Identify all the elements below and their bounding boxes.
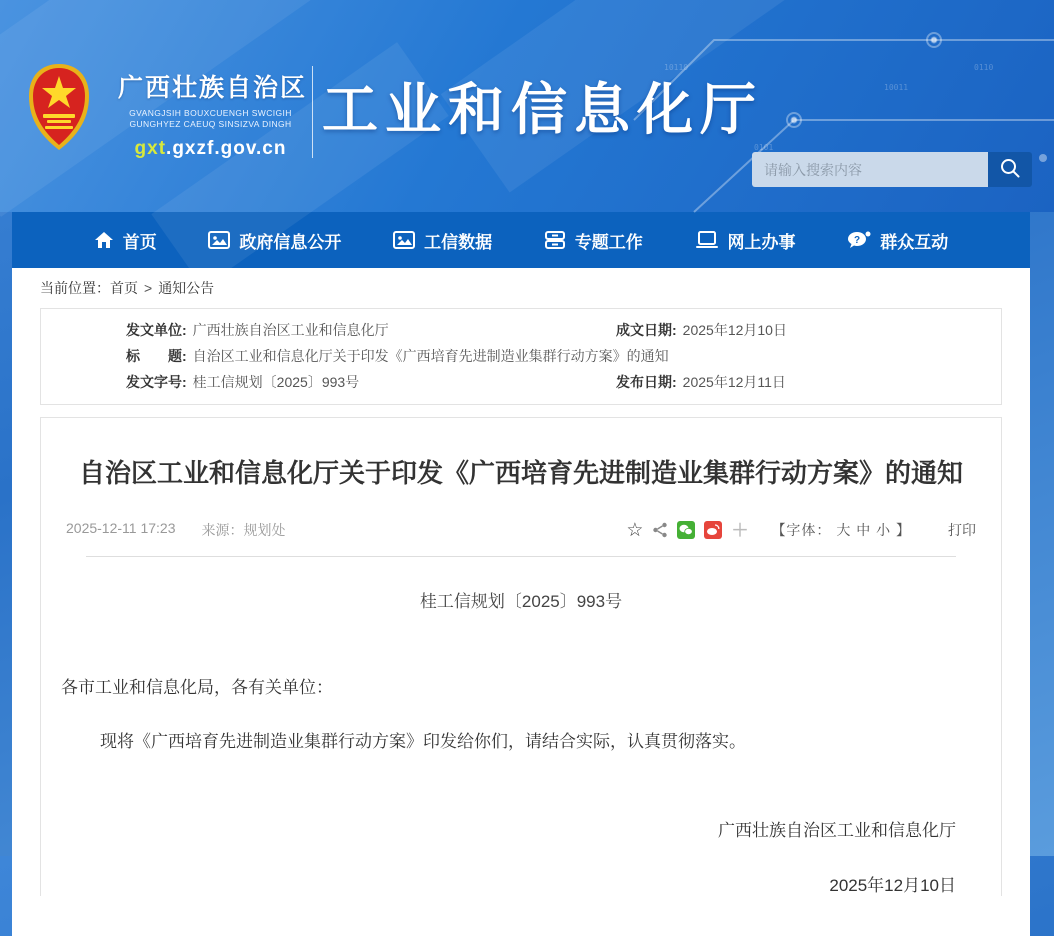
font-size-label-close: 】 (896, 522, 911, 538)
nav-item-industry-data[interactable]: 工信数据 (393, 228, 492, 253)
svg-text:0110: 0110 (974, 63, 994, 72)
search-icon (999, 157, 1021, 182)
archive-icon (544, 230, 566, 250)
chat-question-icon (847, 230, 871, 250)
svg-text:10110: 10110 (664, 63, 689, 72)
article-source: 来源：规划处 (201, 522, 286, 538)
nav-item-online-services[interactable]: 网上办事 (695, 228, 796, 253)
svg-text:0101: 0101 (754, 143, 774, 152)
article (40, 417, 1002, 896)
org-name-chinese: 广西壮族自治区 (118, 74, 308, 102)
content-area (12, 268, 1030, 936)
site-domain: gxt.gxzf.gov.cn (134, 138, 287, 159)
more-share-icon[interactable]: ＋ (731, 520, 749, 540)
meta-issuing-unit: 发文单位: 广西壮族自治区工业和信息化厅 (126, 322, 389, 338)
org-name-zhuang: GVANGJSIH BOUXCUENGH SWCIGIH GUNGHYEZ CAEUQ SINSIZVA DINGH (129, 108, 292, 129)
article-meta-row (66, 520, 976, 540)
nav-item-gov-info[interactable]: 政府信息公开 (208, 228, 341, 253)
salutation: 各市工业和信息化局，各有关单位： (61, 678, 333, 697)
weibo-share-icon[interactable] (704, 521, 722, 539)
meta-divider (86, 556, 956, 557)
print-button[interactable]: 打印 (948, 522, 976, 538)
meta-publish-date: 发布日期: 2025年12月11日 (616, 374, 786, 390)
body-paragraph: 现将《广西培育先进制造业集群行动方案》印发给你们，请结合实际，认真贯彻落实。 (100, 732, 746, 751)
logo-divider (312, 66, 313, 158)
font-size-medium[interactable]: 中 (856, 522, 872, 538)
search-input[interactable] (752, 152, 988, 187)
national-emblem (25, 62, 93, 159)
font-size-small[interactable]: 小 (876, 522, 892, 538)
nav-item-home[interactable]: 首页 (94, 228, 157, 253)
svg-text:10011: 10011 (884, 83, 909, 92)
home-icon (94, 230, 114, 250)
meta-doc-number: 发文字号: 桂工信规划〔2025〕993号 (126, 374, 360, 390)
wechat-share-icon[interactable] (677, 521, 695, 539)
meta-written-date: 成文日期: 2025年12月10日 (616, 322, 787, 338)
nav-item-special-work[interactable]: 专题工作 (544, 228, 643, 253)
laptop-icon (695, 230, 719, 250)
department-title: 工业和信息化厅 (322, 77, 763, 143)
font-size-control (771, 520, 911, 540)
font-size-large[interactable]: 大 (836, 522, 852, 538)
nav-item-public-interaction[interactable]: ? 群众互动 (847, 228, 948, 253)
font-size-label: 【字体： (771, 522, 832, 538)
svg-text:?: ? (854, 235, 861, 246)
header-banner (0, 0, 1054, 212)
breadcrumb-separator: > (144, 280, 153, 296)
breadcrumb-current-link[interactable]: 通知公告 (158, 280, 215, 296)
search-bar (752, 152, 1032, 187)
share-icon[interactable] (652, 522, 668, 538)
publish-datetime: 2025-12-11 17:23 (66, 520, 176, 536)
breadcrumb-prefix: 当前位置： (40, 280, 110, 296)
favorite-star-icon[interactable]: ☆ (626, 519, 644, 541)
article-title: 自治区工业和信息化厅关于印发《广西培育先进制造业集群行动方案》的通知 (78, 458, 963, 488)
document-meta-box (40, 308, 1002, 405)
image-icon (393, 230, 415, 250)
breadcrumb-home-link[interactable]: 首页 (110, 280, 138, 296)
document-number: 桂工信规划〔2025〕993号 (419, 592, 623, 611)
search-button[interactable] (988, 152, 1032, 187)
breadcrumb (12, 268, 1030, 306)
signature-date: 2025年12月10日 (829, 876, 956, 895)
signature-org: 广西壮族自治区工业和信息化厅 (718, 821, 956, 840)
meta-title: 标 题: 自治区工业和信息化厅关于印发《广西培育先进制造业集群行动方案》的通知 (126, 348, 669, 364)
